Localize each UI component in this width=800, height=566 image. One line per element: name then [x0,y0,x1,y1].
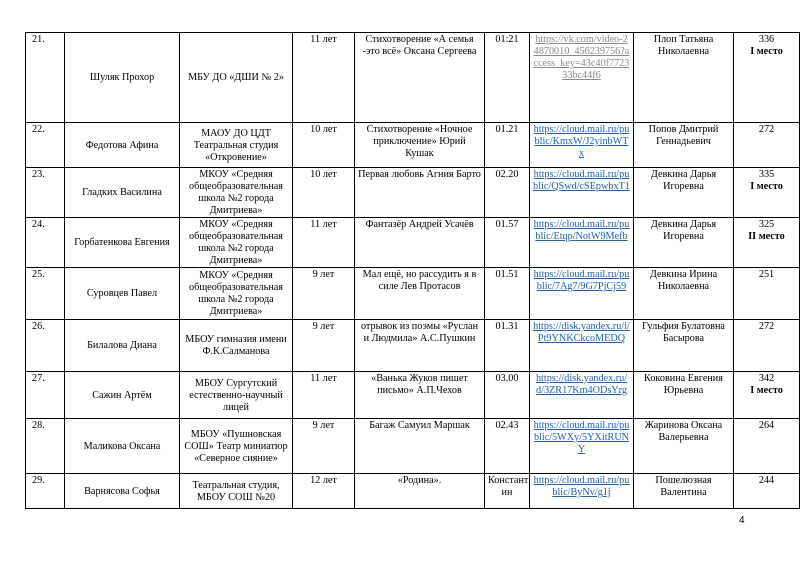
participant-age: 11 лет [293,33,355,123]
participant-name: Варнясова Софья [65,474,180,509]
video-link[interactable]: https://vk.com/video-24870010_456239756?access_key=43c40f772333bc44f6 [533,34,630,81]
participant-age: 9 лет [293,268,355,320]
participant-name: Билалова Диана [65,320,180,372]
table-row [26,123,800,168]
table-row [26,372,800,419]
results-table [25,32,800,509]
video-link[interactable]: https://disk.yandex.ru/i/Pt9YNKCkcoMEDQ [533,321,630,344]
score-value: 325 [758,219,775,230]
duration: 01.31 [485,320,530,372]
duration: 02.20 [485,168,530,218]
row-number: 27. [26,372,65,419]
organization: МАОУ ДО ЦДТ Театральная студия «Откровение» [180,123,293,168]
organization: МБУ ДО «ДШИ № 2» [180,33,293,123]
table-row [26,268,800,320]
score-cell [734,123,800,168]
duration: 01.21 [485,123,530,168]
page-number: 4 [739,515,745,526]
score-cell [734,474,800,509]
participant-age: 10 лет [293,123,355,168]
score-cell [734,168,800,218]
video-link-cell [530,419,634,474]
teacher-name: Пошелюзная Валентина [634,474,734,509]
row-number: 21. [26,33,65,123]
video-link-cell [530,33,634,123]
video-link-cell [530,268,634,320]
duration: 01.57 [485,218,530,268]
video-link-cell [530,474,634,509]
teacher-name: Коковина Евгения Юрьевна [634,372,734,419]
performed-work: Стихотворение «Ночное приключение» Юрий Кушак [355,123,485,168]
teacher-name: Плоп Татьяна Николаевна [634,33,734,123]
row-number: 24. [26,218,65,268]
score-value: 251 [758,269,775,280]
table-row [26,320,800,372]
participant-name: Гладких Василина [65,168,180,218]
participant-name: Федотова Афина [65,123,180,168]
duration: 03.00 [485,372,530,419]
score-cell [734,372,800,419]
score-value: 272 [758,321,775,332]
score-value: 335 [758,169,775,180]
table-row [26,218,800,268]
teacher-name: Девкина Ирина Николаевна [634,268,734,320]
score-cell [734,218,800,268]
participant-age: 12 лет [293,474,355,509]
performed-work: «Родина». [355,474,485,509]
video-link[interactable]: https://cloud.mail.ru/public/7Ag7/9G7PjCj59 [533,269,630,292]
participant-name: Горбатенкова Евгения [65,218,180,268]
video-link[interactable]: https://cloud.mail.ru/public/KmxW/J2yinbWTx [533,124,630,159]
row-number: 22. [26,123,65,168]
organization: МКОУ «Средняя общеобразовательная школа №2 города Дмитриева» [180,268,293,320]
score-cell [734,33,800,123]
place-award: I место [750,46,783,57]
participant-age: 9 лет [293,419,355,474]
performed-work: Первая любовь Агния Барто [355,168,485,218]
teacher-name: Девкина Дарья Игоревна [634,168,734,218]
teacher-name: Попов Дмитрий Геннадьевич [634,123,734,168]
duration: 02.43 [485,419,530,474]
row-number: 26. [26,320,65,372]
participant-age: 10 лет [293,168,355,218]
teacher-name: Девкина Дарья Игоревна [634,218,734,268]
video-link[interactable]: https://cloud.mail.ru/public/5WXy/5YXitRUNY [533,420,630,455]
teacher-name: Жаринова Оксана Валерьевна [634,419,734,474]
score-value: 336 [758,34,775,45]
video-link-cell [530,123,634,168]
score-value: 272 [758,124,775,135]
duration: 01:21 [485,33,530,123]
organization: МБОУ «Пушновская СОШ» Театр миниатюр «Северное сияние» [180,419,293,474]
table-row [26,474,800,509]
performed-work: Фантазёр Андрей Усачёв [355,218,485,268]
score-value: 264 [758,420,775,431]
score-value: 244 [758,475,775,486]
score-value: 342 [758,373,775,384]
organization: Театральная студия, МБОУ СОШ №20 [180,474,293,509]
performed-work: Багаж Самуил Маршак [355,419,485,474]
performed-work: отрывок из поэмы «Руслан и Людмила» А.С.Пушкин [355,320,485,372]
score-cell [734,268,800,320]
performed-work: Мал ещё, но рассудить я в силе Лев Протасов [355,268,485,320]
video-link-cell [530,372,634,419]
place-award: I место [750,385,783,396]
row-number: 23. [26,168,65,218]
score-cell [734,419,800,474]
video-link-cell [530,168,634,218]
duration: Констант ин [485,474,530,509]
video-link[interactable]: https://cloud.mail.ru/public/QSwd/cSEpwbxT1 [533,169,630,192]
participant-age: 11 лет [293,372,355,419]
performed-work: «Ванька Жуков пишет письмо» А.П.Чехов [355,372,485,419]
participant-age: 11 лет [293,218,355,268]
participant-age: 9 лет [293,320,355,372]
video-link-cell [530,218,634,268]
performed-work: Стихотворение «А семья -это всё» Оксана Сергеева [355,33,485,123]
place-award: II место [748,231,785,242]
video-link-cell [530,320,634,372]
score-cell [734,320,800,372]
row-number: 28. [26,419,65,474]
participant-name: Сажин Артём [65,372,180,419]
table-row [26,33,800,123]
organization: МКОУ «Средняя общеобразовательная школа №2 города Дмитриева» [180,218,293,268]
video-link[interactable]: https://disk.yandex.ru/d/3ZR17Km4ODsYrg [535,373,628,396]
place-award: I место [750,181,783,192]
organization: МБОУ гимназия имени Ф.К.Салманова [180,320,293,372]
organization: МБОУ Сургутский естественно-научный лицей [180,372,293,419]
participant-name: Суровцев Павел [65,268,180,320]
table-body [26,33,800,509]
table-row [26,419,800,474]
video-link[interactable]: https://cloud.mail.ru/public/ByNv/g1j [533,475,630,498]
participant-name: Шуляк Прохор [65,33,180,123]
row-number: 29. [26,474,65,509]
participant-name: Маликова Оксана [65,419,180,474]
duration: 01.51 [485,268,530,320]
video-link[interactable]: https://cloud.mail.ru/public/Etqp/NotW9Mefb [533,219,630,242]
teacher-name: Гульфия Булатовна Басырова [634,320,734,372]
organization: МКОУ «Средняя общеобразовательная школа №2 города Дмитриева» [180,168,293,218]
table-row [26,168,800,218]
row-number: 25. [26,268,65,320]
